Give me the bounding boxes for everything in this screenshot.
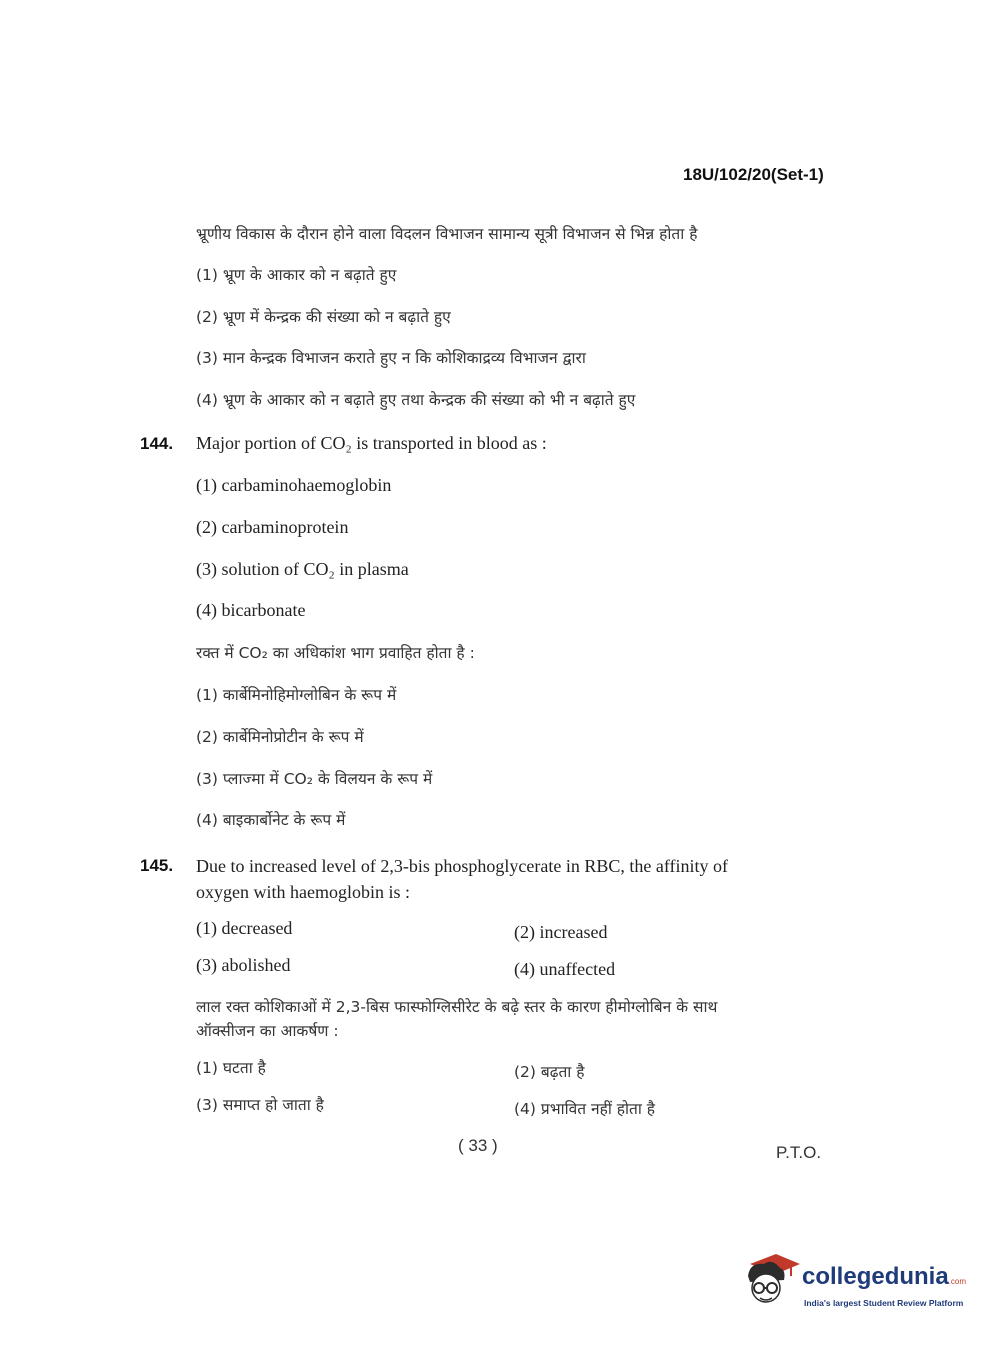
brand-suffix: .com — [948, 1277, 967, 1286]
q144-hindi-option-4: (4) बाइकार्बोनेट के रूप में — [196, 811, 346, 829]
collegedunia-mascot-icon — [742, 1248, 802, 1308]
question-145-number: 145. — [140, 856, 174, 875]
prev-hindi-option-3: (3) मान केन्द्रक विभाजन कराते हुए न कि कोशिकाद्रव्य विभाजन द्वारा — [196, 349, 586, 367]
q144-hindi-option-3: (3) प्लाज्मा में CO₂ के विलयन के रूप में — [196, 770, 433, 788]
q144-hindi-stem: रक्त में CO₂ का अधिकांश भाग प्रवाहित होता है : — [196, 644, 475, 662]
page-number: ( 33 ) — [458, 1136, 498, 1155]
question-144-number: 144. — [140, 434, 174, 453]
question-145-stem-line1: Due to increased level of 2,3-bis phosphoglycerate in RBC, the affinity of — [196, 856, 729, 876]
q145-hindi-stem-line1: लाल रक्त कोशिकाओं में 2,3-बिस फास्फोग्लिसीरेट के बढ़े स्तर के कारण हीमोग्लोबिन के साथ — [196, 998, 718, 1016]
brand-tagline: India's largest Student Review Platform — [804, 1298, 964, 1308]
pto-label: P.T.O. — [776, 1143, 822, 1162]
paper-code: 18U/102/20(Set-1) — [683, 165, 824, 184]
q144-hindi-option-2: (2) कार्बेमिनोप्रोटीन के रूप में — [196, 728, 364, 746]
q144-option-1: (1) carbaminohaemoglobin — [196, 475, 392, 495]
q144-option-4: (4) bicarbonate — [196, 600, 306, 620]
prev-hindi-option-1: (1) भ्रूण के आकार को न बढ़ाते हुए — [196, 266, 397, 284]
brand-name: collegedunia — [802, 1263, 949, 1290]
q145-hindi-option-4: (4) प्रभावित नहीं होता है — [514, 1100, 656, 1118]
q144-hindi-option-1: (1) कार्बेमिनोहिमोग्लोबिन के रूप में — [196, 686, 397, 704]
q145-option-4: (4) unaffected — [514, 959, 616, 979]
q145-hindi-option-1: (1) घटता है — [196, 1059, 266, 1077]
q144-option-3: (3) solution of CO₂ in plasma — [196, 559, 409, 579]
question-144-stem: Major portion of CO₂ is transported in blood as : — [196, 433, 547, 453]
prev-hindi-option-2: (2) भ्रूण में केन्द्रक की संख्या को न बढ़ाते हुए — [196, 308, 451, 326]
q145-option-1: (1) decreased — [196, 918, 293, 938]
q145-option-3: (3) abolished — [196, 955, 291, 975]
question-145-stem-line2: oxygen with haemoglobin is : — [196, 882, 410, 902]
collegedunia-brand — [802, 1263, 966, 1291]
prev-hindi-option-4: (4) भ्रूण के आकार को न बढ़ाते हुए तथा केन्द्रक की संख्या को भी न बढ़ाते हुए — [196, 391, 636, 409]
q145-hindi-stem-line2: ऑक्सीजन का आकर्षण : — [196, 1022, 339, 1040]
prev-question-hindi-stem: भ्रूणीय विकास के दौरान होने वाला विदलन विभाजन सामान्य सूत्री विभाजन से भिन्न होता है — [196, 225, 698, 243]
q145-hindi-option-3: (3) समाप्त हो जाता है — [196, 1096, 324, 1114]
q145-option-2: (2) increased — [514, 922, 608, 942]
q145-hindi-option-2: (2) बढ़ता है — [514, 1063, 585, 1081]
q144-option-2: (2) carbaminoprotein — [196, 517, 349, 537]
